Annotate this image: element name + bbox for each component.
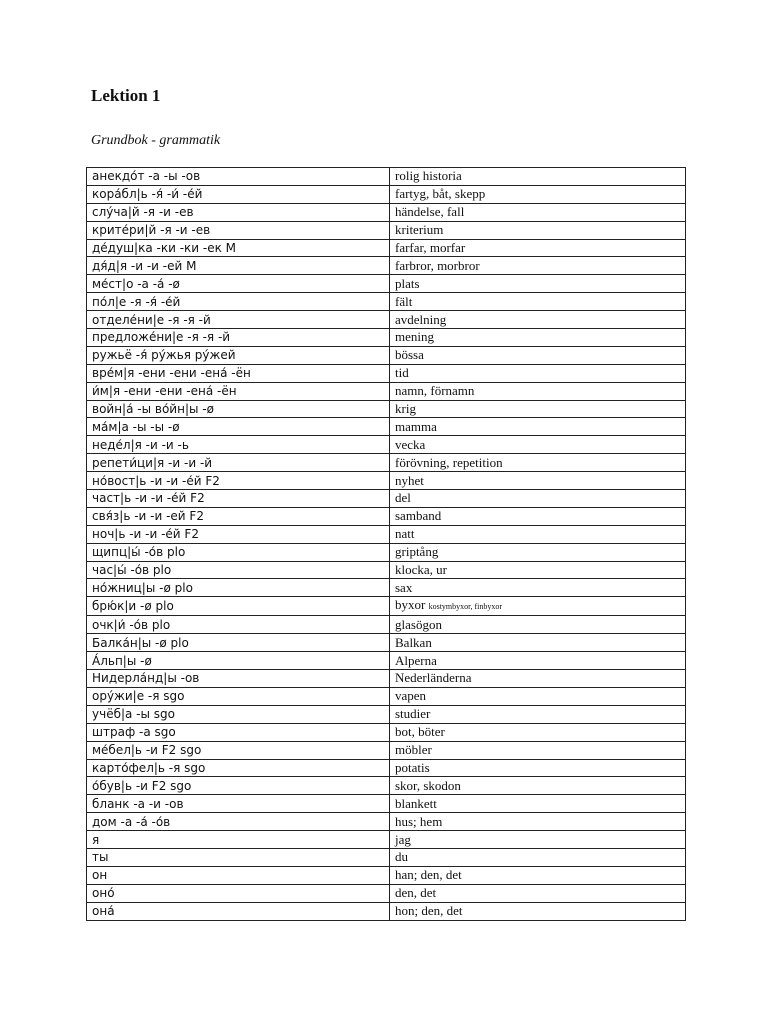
table-row [87, 543, 686, 561]
swedish-translation-cell [390, 293, 686, 311]
swedish-translation-text: blankett [395, 795, 437, 811]
russian-word-cell: кора́бл|ь -я́ -и́ -е́й [87, 185, 390, 203]
swedish-translation-text: glasögon [395, 616, 442, 632]
swedish-translation-cell [390, 813, 686, 831]
table-row [87, 346, 686, 364]
russian-word-cell: свя́з|ь -и -и -ей F2 [87, 507, 390, 525]
table-row [87, 490, 686, 508]
russian-word-cell: карто́фел|ь -я sgo [87, 759, 390, 777]
translation-note: kostymbyxor, finbyxor [428, 602, 503, 612]
table-row [87, 239, 686, 257]
table-row [87, 795, 686, 813]
russian-word-cell: дя́д|я -и -и -ей M [87, 257, 390, 275]
swedish-translation-cell [390, 831, 686, 849]
table-row [87, 275, 686, 293]
swedish-translation-cell [390, 884, 686, 902]
swedish-translation-cell [390, 525, 686, 543]
swedish-translation-text: vecka [395, 436, 426, 452]
page-subtitle: Grundbok - grammatik [91, 133, 221, 148]
table-row [87, 454, 686, 472]
swedish-translation-cell [390, 203, 686, 221]
swedish-translation-cell [390, 436, 686, 454]
swedish-translation-cell [390, 472, 686, 490]
russian-word-cell: ме́ст|о -а -а́ -ø [87, 275, 390, 293]
russian-word-cell: но́вост|ь -и -и -е́й F2 [87, 472, 390, 490]
table-row [87, 168, 686, 186]
swedish-translation-cell [390, 705, 686, 723]
swedish-translation-text: Balkan [395, 634, 432, 650]
table-row [87, 507, 686, 525]
table-row [87, 848, 686, 866]
table-row [87, 705, 686, 723]
swedish-translation-text: du [395, 849, 408, 865]
russian-word-cell: я [87, 831, 390, 849]
swedish-translation-cell [390, 902, 686, 920]
table-row [87, 185, 686, 203]
russian-word-cell: част|ь -и -и -е́й F2 [87, 490, 390, 508]
russian-word-cell: ноч|ь -и -и -е́й F2 [87, 525, 390, 543]
russian-word-cell: очк|и́ -о́в plo [87, 616, 390, 634]
russian-word-cell: дом -а -а́ -о́в [87, 813, 390, 831]
table-row [87, 902, 686, 920]
vocabulary-table [86, 167, 686, 921]
russian-word-cell: Балка́н|ы -ø plo [87, 634, 390, 652]
russian-word-cell: бланк -а -и -ов [87, 795, 390, 813]
russian-word-cell: учёб|а -ы sgo [87, 705, 390, 723]
russian-word-cell: Нидерла́нд|ы -ов [87, 670, 390, 688]
swedish-translation-cell [390, 418, 686, 436]
table-row [87, 525, 686, 543]
swedish-translation-text: farbror, morbror [395, 257, 480, 273]
swedish-translation-text: hus; hem [395, 813, 443, 829]
swedish-translation-text: del [395, 490, 411, 506]
swedish-translation-text: mamma [395, 418, 437, 434]
russian-word-cell: он [87, 866, 390, 884]
table-row [87, 364, 686, 382]
swedish-translation-cell [390, 454, 686, 472]
swedish-translation-cell [390, 490, 686, 508]
swedish-translation-cell [390, 400, 686, 418]
table-row [87, 418, 686, 436]
russian-word-cell: брю́к|и -ø plo [87, 597, 390, 616]
table-row [87, 777, 686, 795]
swedish-translation-text: sax [395, 579, 413, 595]
table-row [87, 329, 686, 347]
swedish-translation-text: jag [395, 831, 411, 847]
russian-word-cell: неде́л|я -и -и -ь [87, 436, 390, 454]
swedish-translation-text: förövning, repetition [395, 454, 503, 470]
swedish-translation-text: skor, skodon [395, 777, 461, 793]
table-row [87, 472, 686, 490]
swedish-translation-text: samband [395, 508, 442, 524]
swedish-translation-text: potatis [395, 759, 430, 775]
russian-word-cell: слу́ча|й -я -и -ев [87, 203, 390, 221]
swedish-translation-cell [390, 652, 686, 670]
swedish-translation-text: nyhet [395, 472, 424, 488]
swedish-translation-cell [390, 239, 686, 257]
swedish-translation-text: krig [395, 401, 416, 417]
table-row [87, 813, 686, 831]
russian-word-cell: крите́ри|й -я -и -ев [87, 221, 390, 239]
russian-word-cell: ружьё -я́ ру́жья ру́жей [87, 346, 390, 364]
swedish-translation-text: Nederländerna [395, 670, 472, 686]
russian-word-cell: вре́м|я -ени -ени -ена́ -ён [87, 364, 390, 382]
table-row [87, 436, 686, 454]
swedish-translation-text: han; den, det [395, 867, 462, 883]
vocabulary-table-body [87, 168, 686, 921]
swedish-translation-text: byxor [395, 597, 426, 613]
russian-word-cell: анекдо́т -а -ы -ов [87, 168, 390, 186]
swedish-translation-text: vapen [395, 688, 427, 704]
table-row [87, 400, 686, 418]
swedish-translation-cell [390, 795, 686, 813]
swedish-translation-cell [390, 275, 686, 293]
russian-word-cell: ору́жи|е -я sgo [87, 687, 390, 705]
russian-word-cell: оно́ [87, 884, 390, 902]
table-row [87, 221, 686, 239]
swedish-translation-cell [390, 670, 686, 688]
swedish-translation-text: kriterium [395, 222, 444, 238]
swedish-translation-text: möbler [395, 742, 432, 758]
table-row [87, 670, 686, 688]
table-row [87, 561, 686, 579]
swedish-translation-cell [390, 866, 686, 884]
table-row [87, 203, 686, 221]
russian-word-cell: она́ [87, 902, 390, 920]
swedish-translation-text: klocka, ur [395, 562, 447, 578]
russian-word-cell: ты [87, 848, 390, 866]
swedish-translation-cell [390, 221, 686, 239]
swedish-translation-cell [390, 634, 686, 652]
russian-word-cell: по́л|е -я -я́ -е́й [87, 293, 390, 311]
page-title: Lektion 1 [91, 86, 161, 105]
swedish-translation-cell [390, 168, 686, 186]
table-row [87, 831, 686, 849]
swedish-translation-text: natt [395, 526, 415, 542]
russian-word-cell: и́м|я -ени -ени -ена́ -ён [87, 382, 390, 400]
swedish-translation-cell [390, 382, 686, 400]
table-row [87, 257, 686, 275]
swedish-translation-cell [390, 687, 686, 705]
russian-word-cell: де́душ|ка -ки -ки -ек M [87, 239, 390, 257]
russian-word-cell: но́жниц|ы -ø plo [87, 579, 390, 597]
russian-word-cell: ма́м|а -ы -ы -ø [87, 418, 390, 436]
swedish-translation-cell [390, 848, 686, 866]
table-row [87, 634, 686, 652]
swedish-translation-text: farfar, morfar [395, 240, 466, 255]
swedish-translation-cell [390, 364, 686, 382]
russian-word-cell: час|ы́ -о́в plo [87, 561, 390, 579]
table-row [87, 687, 686, 705]
swedish-translation-cell [390, 185, 686, 203]
swedish-translation-text: plats [395, 275, 420, 291]
swedish-translation-text: den, det [395, 885, 437, 901]
swedish-translation-text: bössa [395, 347, 424, 363]
table-row [87, 311, 686, 329]
russian-word-cell: ме́бел|ь -и F2 sgo [87, 741, 390, 759]
swedish-translation-cell [390, 579, 686, 597]
swedish-translation-cell [390, 311, 686, 329]
table-row [87, 382, 686, 400]
russian-word-cell: войн|а́ -ы во́йн|ы -ø [87, 400, 390, 418]
table-row [87, 866, 686, 884]
swedish-translation-cell [390, 597, 686, 616]
swedish-translation-text: fält [395, 293, 413, 309]
swedish-translation-text: avdelning [395, 311, 447, 327]
russian-word-cell: предложе́ни|е -я -я -й [87, 329, 390, 347]
swedish-translation-cell [390, 561, 686, 579]
swedish-translation-text: händelse, fall [395, 204, 465, 220]
table-row [87, 579, 686, 597]
swedish-translation-text: griptång [395, 544, 439, 560]
russian-word-cell: А́льп|ы -ø [87, 652, 390, 670]
table-row [87, 293, 686, 311]
russian-word-cell: репети́ци|я -и -и -й [87, 454, 390, 472]
swedish-translation-text: studier [395, 706, 431, 722]
table-row [87, 741, 686, 759]
swedish-translation-text: namn, förnamn [395, 383, 475, 399]
swedish-translation-cell [390, 543, 686, 561]
swedish-translation-cell [390, 329, 686, 347]
swedish-translation-cell [390, 257, 686, 275]
swedish-translation-text: bot, böter [395, 724, 445, 740]
russian-word-cell: щипц|ы́ -о́в plo [87, 543, 390, 561]
table-row [87, 652, 686, 670]
swedish-translation-cell [390, 759, 686, 777]
russian-word-cell: отделе́ни|е -я -я -й [87, 311, 390, 329]
table-row [87, 723, 686, 741]
russian-word-cell: о́був|ь -и F2 sgo [87, 777, 390, 795]
table-row [87, 597, 686, 616]
swedish-translation-cell [390, 616, 686, 634]
swedish-translation-text: Alperna [395, 652, 437, 668]
swedish-translation-text: rolig historia [395, 168, 462, 184]
swedish-translation-text: mening [395, 329, 434, 345]
swedish-translation-cell [390, 777, 686, 795]
table-row [87, 616, 686, 634]
swedish-translation-cell [390, 507, 686, 525]
table-row [87, 884, 686, 902]
swedish-translation-text: fartyg, båt, skepp [395, 186, 486, 202]
swedish-translation-cell [390, 346, 686, 364]
swedish-translation-cell [390, 741, 686, 759]
swedish-translation-cell [390, 723, 686, 741]
swedish-translation-text: tid [395, 365, 409, 381]
swedish-translation-text: hon; den, det [395, 903, 463, 919]
russian-word-cell: штраф -а sgo [87, 723, 390, 741]
table-row [87, 759, 686, 777]
